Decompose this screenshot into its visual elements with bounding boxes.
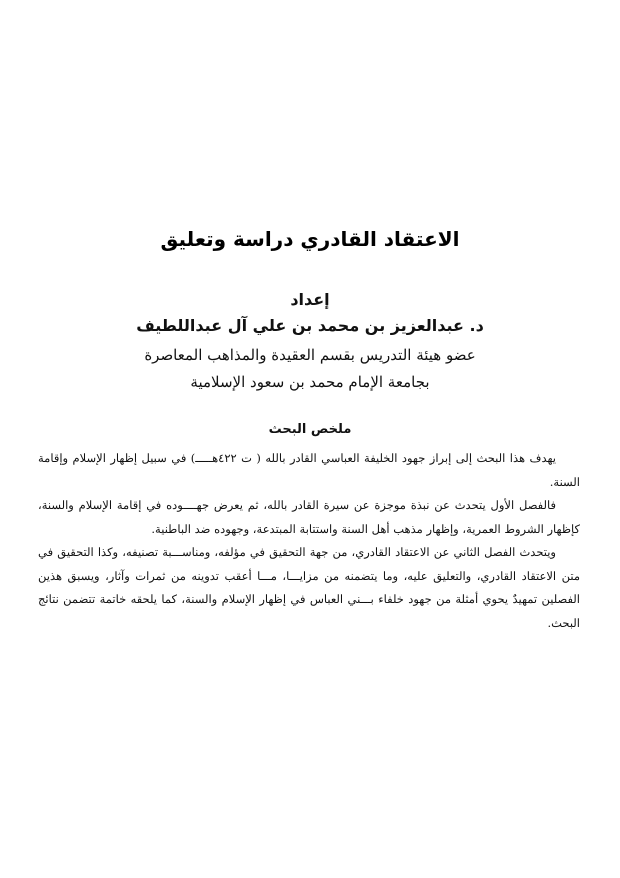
author-affiliation-line-2: بجامعة الإمام محمد بن سعود الإسلامية	[190, 373, 430, 391]
abstract-paragraph-3: ويتحدث الفصل الثاني عن الاعتقاد القادري، من جهة التحقيق في مؤلفه، ومناســـبة تصنيفه، وكذا التحقيق في متن الاعتقاد القادري، والتعليق عليه، وما يتضمنه من مزايـــا، مـــا أعقب تدوينه من ثمرات وآثار، ويسبق هذين الفصلين تمهيدٌ يحوي أمثلة من جهود خلفاء بـــني العباس في إظهار الإسلام والسنة، كما يلحقه خاتمة تتضمن نتائج البحث.	[38, 545, 580, 630]
abstract-body	[38, 447, 580, 635]
prepared-by-label: إعداد	[290, 290, 330, 309]
author-name: د. عبدالعزيز بن محمد بن علي آل عبداللطيف	[136, 316, 484, 335]
abstract-paragraph-2: فالفصل الأول يتحدث عن نبذة موجزة عن سيرة القادر بالله، ثم يعرض جهــــوده في إقامة الإسلام والسنة، كإظهار الشروط العمرية، وإظهار مذهب أهل السنة واستتابة المبتدعة، وجهوده ضد الباطنية.	[38, 498, 580, 536]
paper-title: الاعتقاد القادري دراسة وتعليق	[160, 227, 460, 251]
abstract-paragraph-1: يهدف هذا البحث إلى إبراز جهود الخليفة العباسي القادر بالله ( ت ٤٢٢هـــــ) في سبيل إظهار الإسلام وإقامة السنة.	[38, 451, 580, 489]
author-affiliation-line-1: عضو هيئة التدريس بقسم العقيدة والمذاهب المعاصرة	[144, 346, 476, 364]
abstract-heading: ملخص البحث	[268, 422, 352, 437]
